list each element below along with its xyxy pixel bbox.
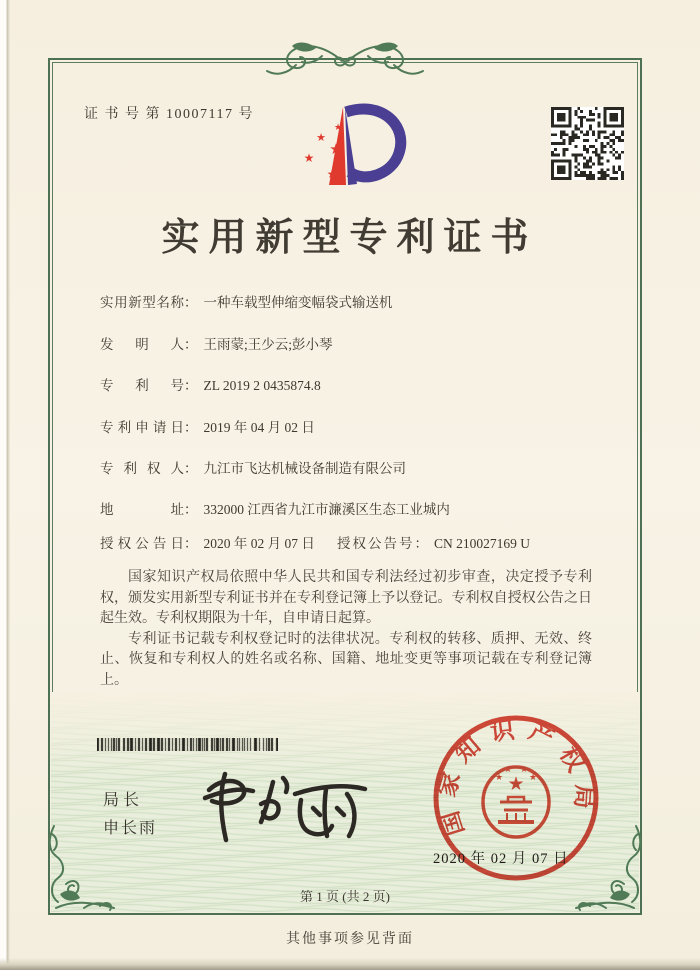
scan-bottom-edge [0,958,700,970]
field-value: 王雨蒙;王少云;彭小琴 [203,337,333,352]
scan-left-edge [0,0,10,970]
top-flourish-ornament [258,36,432,82]
signer-title: 局长 [103,792,144,809]
field-value: 332000 江西省九江市濂溪区生态工业城内 [203,502,450,517]
field-row-grant-no: 授权公告号： CN 210027169 U [337,536,531,551]
field-value: 一种车载型伸缩变幅袋式输送机 [203,295,393,310]
national-emblem-icon [483,764,549,837]
svg-text:★: ★ [528,772,538,782]
field-row-filing-date: 专利申请日： 2019 年 04 月 02 日 [100,420,315,435]
svg-text:★: ★ [316,132,326,144]
footer-note: 其他事项参见背面 [286,932,414,947]
field-label: 专利申请日 [100,420,184,435]
certificate-title: 实用新型专利证书 [161,217,538,259]
svg-text:★: ★ [503,764,513,774]
svg-text:★: ★ [333,122,343,132]
field-row-address: 地址： 332000 江西省九江市濂溪区生态工业城内 [100,502,450,517]
legal-paragraph-1: 国家知识产权局依照中华人民共和国专利法经过初步审查，决定授予专利权，颁发实用新型专利证书并在专利登记簿上予以登记。专利权自授权公告之日起生效。专利权期限为十年，自申请日起算。 [100,570,592,626]
signer-name: 申长雨 [103,820,158,837]
field-row-name: 实用新型名称： 一种车载型伸缩变幅袋式输送机 [100,295,393,310]
svg-text:★: ★ [507,774,525,795]
field-value: ZL 2019 2 0435874.8 [203,378,321,393]
field-value: 九江市飞达机械设备制造有限公司 [203,461,406,476]
svg-text:★: ★ [326,167,338,181]
svg-text:★: ★ [519,764,529,774]
field-label: 地址 [100,502,184,517]
field-value: 2019 年 04 月 02 日 [203,420,315,435]
legal-paragraph-2: 专利证书记载专利权登记时的法律状况。专利权的转移、质押、无效、终止、恢复和专利权人的姓名或名称、国籍、地址变更等事项记载在专利登记簿上。 [100,631,592,688]
field-value: 2020 年 02 月 07 日 [203,536,315,551]
qr-code [551,107,624,180]
field-label: 发明人 [100,337,184,352]
signature [195,760,373,848]
field-label: 授权公告日 [100,536,184,551]
legal-text [100,568,592,691]
field-label: 授权公告号 [337,536,415,551]
field-label: 专利号 [100,378,184,393]
field-row-grant-date: 授权公告日： 2020 年 02 月 07 日 [100,536,315,551]
field-label: 专利权人 [100,461,184,476]
svg-text:★: ★ [303,151,315,165]
field-label: 实用新型名称 [100,295,184,310]
cnipa-logo-icon [294,100,416,202]
seal-arc-text: 国家知识产权局 [434,716,597,839]
field-value: CN 210027169 U [434,536,531,551]
field-row-inventors: 发明人： 王雨蒙;王少云;彭小琴 [100,337,333,352]
field-row-patentee: 专利权人： 九江市飞达机械设备制造有限公司 [100,461,406,476]
svg-text:★: ★ [329,142,343,158]
svg-text:★: ★ [494,772,504,782]
page-number: 第 1 页 (共 2 页) [300,889,390,904]
seal-date: 2020 年 02 月 07 日 [433,851,569,867]
certificate-number: 证 书 号 第 10007117 号 [84,107,254,122]
barcode [97,738,278,751]
field-row-patent-no: 专利号： ZL 2019 2 0435874.8 [100,378,321,393]
